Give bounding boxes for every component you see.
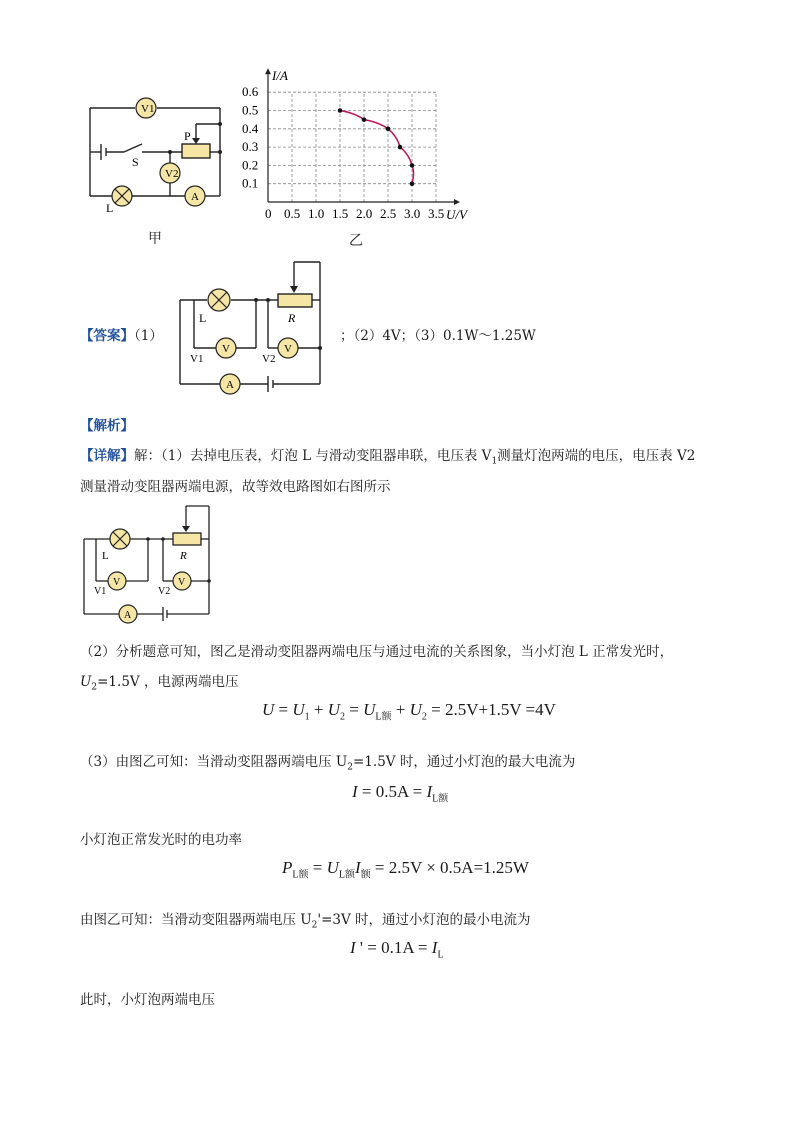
ammeter-label-ana: A (124, 610, 132, 621)
p5-line-rest: '=3V 时，通过小灯泡的最小电流为 (317, 912, 531, 928)
y-axis-label: I/A (272, 68, 288, 84)
y-axis-arrow (265, 68, 271, 74)
ammeter-label-ans: A (226, 379, 234, 391)
p2-line2: =1.5V ，电源两端电压 (97, 674, 239, 690)
x-tick-label: 3.5 (428, 206, 445, 221)
data-point (338, 108, 343, 113)
y-tick-label: 0.2 (242, 157, 259, 173)
iu-graph (240, 62, 480, 242)
eq1-value: = 2.5V+1.5V =4V (431, 700, 556, 719)
x-tick-label: 1.0 (308, 206, 325, 221)
equation-4: I ' = $0.1A = I_L$ (350, 938, 444, 961)
ammeter-label: A (191, 191, 199, 203)
equation-2: $I = 0.5A = I_{L额}$ (352, 782, 449, 805)
x-tick-label: 2.0 (356, 206, 373, 221)
iu-curve (340, 111, 414, 184)
v1-label-ans: V1 (190, 353, 204, 365)
lamp-l-label: L (106, 201, 114, 215)
v2-label-ana: V2 (158, 586, 171, 597)
lamp-label-ana: L (102, 550, 109, 562)
svg-text:V: V (284, 343, 292, 355)
svg-text:V: V (113, 577, 121, 588)
answer-rest: ；（2）4V；（3）0.1W～1.25W (340, 328, 536, 344)
p2-line1: （2）分析题意可知，图乙是滑动变阻器两端电压与通过电流的关系图象，当小灯泡 L 正常发光时， (80, 644, 674, 660)
v1-label: V1 (141, 103, 155, 115)
p1-b: 测量灯泡两端的电压，电压表 V2 (497, 448, 696, 464)
p5-line: 由图乙可知：当滑动变阻器两端电压 U (80, 912, 312, 928)
data-point (410, 163, 415, 168)
eq2-value: = 0.5A = (361, 782, 423, 801)
x-tick-label: 0 (265, 206, 272, 221)
x-tick-label: 0.5 (284, 206, 301, 221)
r-label-ans: R (288, 311, 296, 325)
eq4-value: = 0.1A = (367, 938, 428, 957)
y-tick-label: 0.4 (242, 120, 259, 136)
svg-text:V: V (222, 343, 230, 355)
y-tick-label: 0.1 (242, 175, 259, 191)
equation-3: $P_{L额} = U_{L额}I_额 = 2.5V \times 0.5A=1.25W$ (282, 858, 529, 881)
data-point (410, 181, 415, 186)
p4-line: 小灯泡正常发光时的电功率 (80, 832, 242, 848)
detail-tag: 【详解】 (80, 448, 134, 464)
answer-tag: 【答案】 (80, 328, 134, 344)
slider-p-label: P (184, 129, 191, 143)
data-point (362, 117, 367, 122)
v2-label: V2 (165, 168, 179, 180)
caption-yi: 乙 (349, 233, 363, 249)
p3-line-rest: =1.5V 时，通过小灯泡的最大电流为 (353, 754, 576, 770)
p1-line2: 测量滑动变阻器两端电源，故等效电路图如右图所示 (80, 479, 391, 495)
y-tick-label: 0.6 (242, 84, 259, 100)
eq3-value: = 2.5V × 0.5A=1.25W (374, 858, 529, 877)
x-tick-label: 1.5 (332, 206, 349, 221)
equation-1: $U = U_1 + U_2 = U_{L额} + U_2 = 2.5V+1.5V =4V$ (262, 700, 556, 723)
x-tick-label: 3.0 (404, 206, 421, 221)
lamp-label-ans: L (199, 311, 207, 325)
v2-label-ans: V2 (262, 353, 276, 365)
switch-s-label: S (132, 155, 139, 169)
p3-line: （3）由图乙可知：当滑动变阻器两端电压 U (80, 754, 348, 770)
equivalent-circuit-answer (172, 258, 332, 396)
y-tick-label: 0.3 (242, 139, 259, 155)
x-axis-label: U/V (446, 207, 467, 222)
svg-text:V: V (178, 577, 186, 588)
x-axis-arrow (454, 199, 460, 205)
caption-jia: 甲 (148, 231, 162, 247)
y-tick-label: 0.5 (242, 102, 259, 118)
analysis-tag: 【解析】 (80, 418, 134, 434)
p6-line: 此时，小灯泡两端电压 (80, 992, 215, 1008)
equivalent-circuit-analysis (78, 502, 223, 624)
x-tick-label: 2.5 (380, 206, 397, 221)
circuit-diagram-jia (82, 88, 232, 218)
p1-a: 解：（1）去掉电压表，灯泡 L 与滑动变阻器串联，电压表 V (134, 448, 492, 464)
data-point (386, 127, 391, 132)
v1-label-ana: V1 (94, 586, 107, 597)
data-point (398, 145, 403, 150)
r-label-ana: R (180, 550, 187, 562)
answer-part1: （1） (134, 328, 163, 344)
